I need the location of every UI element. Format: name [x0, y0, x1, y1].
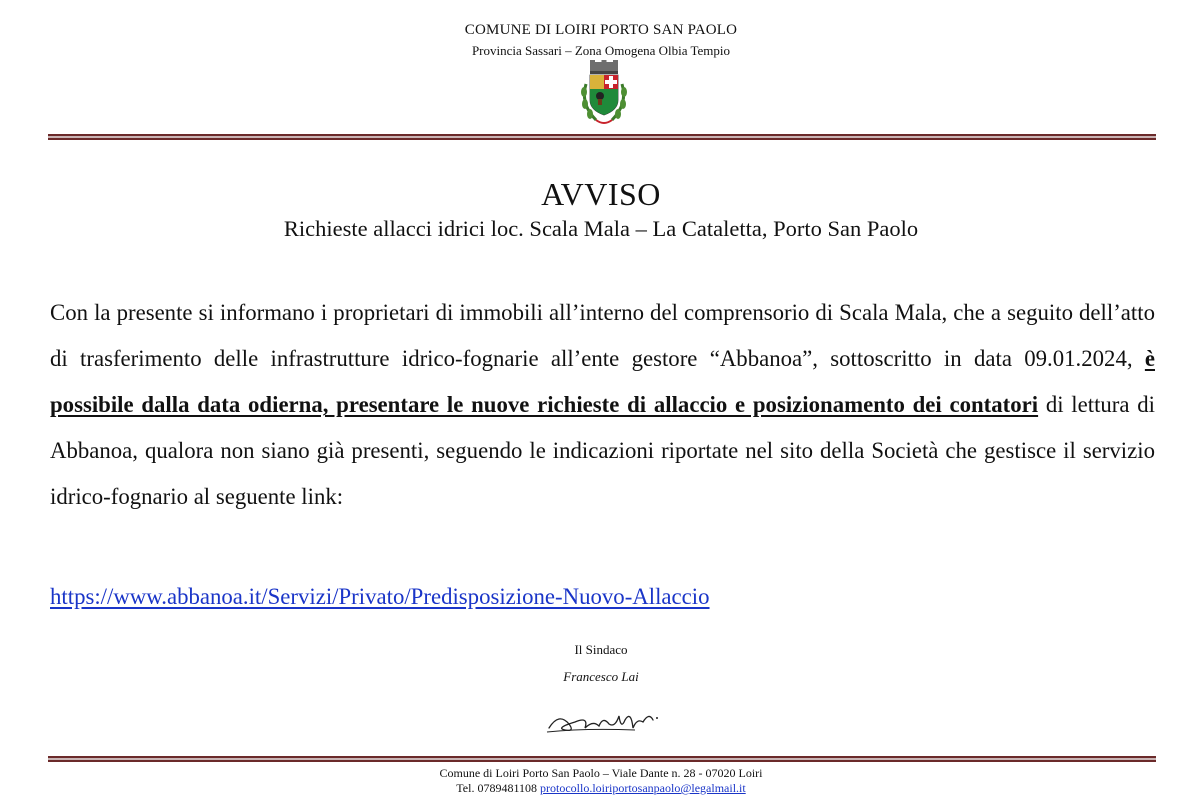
coat-of-arms-icon	[576, 60, 632, 132]
notice-body	[50, 290, 1155, 520]
notice-body-highlight: è possibile dalla data odierna, presentare le nuove richieste di allaccio e posizionamento dei contatori	[50, 346, 1155, 417]
notice-title: AVVISO	[541, 176, 661, 212]
abbanoa-link[interactable]: https://www.abbanoa.it/Servizi/Privato/Predisposizione-Nuovo-Allaccio	[50, 584, 710, 609]
notice-body-outro: di lettura di Abbanoa, qualora non siano già presenti, seguendo le indicazioni riportate nel sito della Società che gestisce il servizio idrico-fognario al seguente link:	[50, 392, 1155, 509]
footer-divider	[48, 756, 1156, 762]
signatory-role: Il Sindaco	[574, 642, 628, 657]
municipality-name: COMUNE DI LOIRI PORTO SAN PAOLO	[464, 22, 738, 38]
footer-contacts	[0, 781, 1202, 796]
footer-phone: Tel. 0789481108	[456, 781, 541, 795]
notice-subtitle: Richieste allacci idrici loc. Scala Mala – La Cataletta, Porto San Paolo	[283, 216, 919, 241]
handwritten-signature-icon	[545, 698, 665, 738]
header-divider	[48, 134, 1156, 140]
footer-address: Comune di Loiri Porto San Paolo – Viale Dante n. 28 - 07020 Loiri	[439, 766, 763, 780]
footer-email-link[interactable]: protocollo.loiriportosanpaolo@legalmail.it	[540, 781, 746, 795]
notice-body-intro: Con la presente si informano i proprietari di immobili all’interno del comprensorio di Scala Mala, che a seguito dell’atto di trasferimento delle infrastrutture idrico-fognarie all’ente gestore “Abbanoa”, sottoscritto in data 09.01.2024,	[50, 300, 1155, 371]
municipality-province: Provincia Sassari – Zona Omogena Olbia Tempio	[471, 43, 731, 58]
signatory-name: Francesco Lai	[563, 669, 639, 684]
